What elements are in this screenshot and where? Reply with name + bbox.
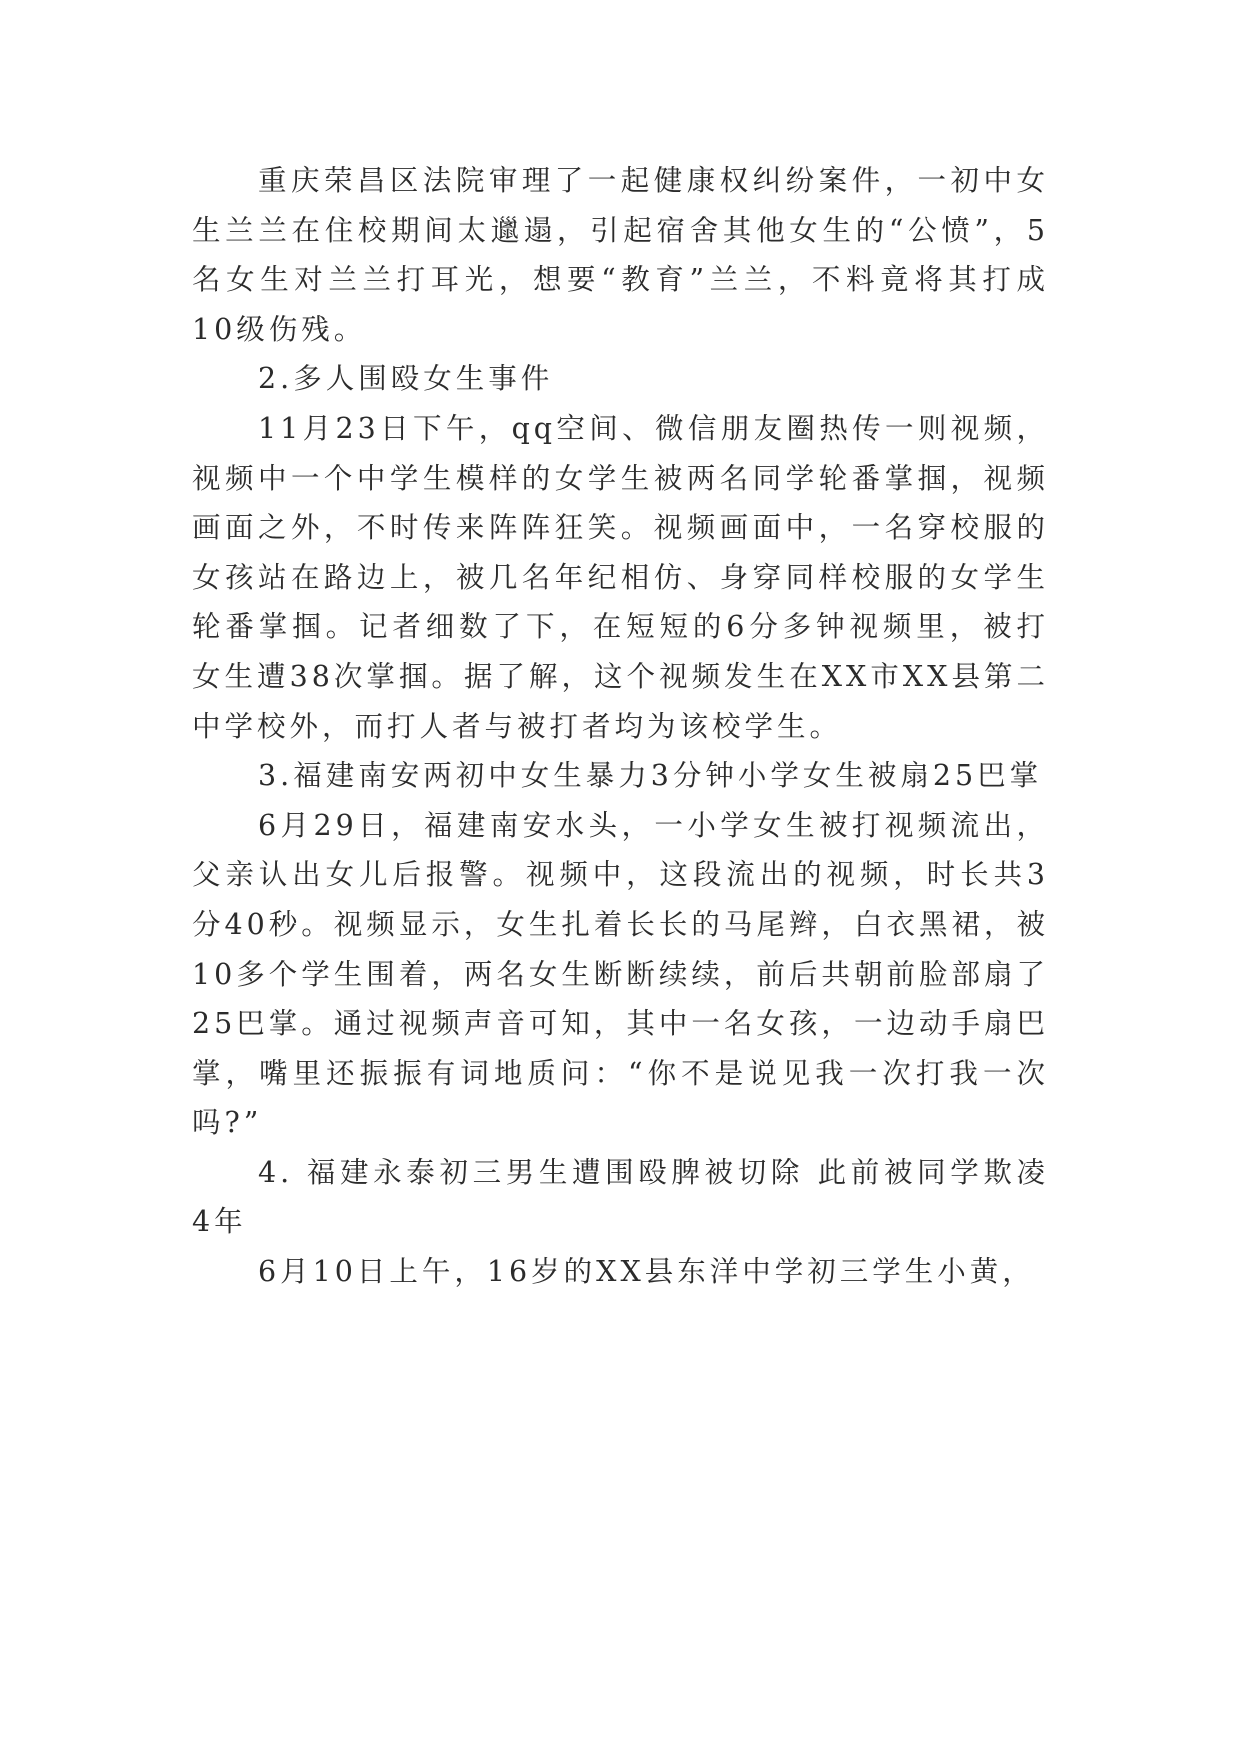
heading-case-3: 3.福建南安两初中女生暴力3分钟小学女生被扇25巴掌 [258,759,1043,793]
paragraph-case-4: 6月10日上午，16岁的XX县东洋中学初三学生小黄， [258,1255,1035,1289]
paragraph-case-3: 6月29日，福建南安水头，一小学女生被打视频流出，父亲认出女儿后报警。视频中，这段流出的视频，时长共3分40秒。视频显示，女生扎着长长的马尾辫，白衣黑裙，被10多个学生围着，两名女生断断续续，前后共朝前脸部扇了25巴掌。通过视频声音可知，其中一名女孩，一边动手扇巴掌，嘴里还振振有词地质问：“你不是说见我一次打我一次吗?” [192,808,1049,1140]
document-body [192,156,1049,1297]
paragraph-rongchang-case: 重庆荣昌区法院审理了一起健康权纠纷案件，一初中女生兰兰在住校期间太邋遢，引起宿舍其他女生的“公愤”，5名女生对兰兰打耳光，想要“教育”兰兰，不料竟将其打成10级伤残。 [192,164,1049,346]
paragraph-case-2: 11月23日下午，qq空间、微信朋友圈热传一则视频，视频中一个中学生模样的女学生被两名同学轮番掌掴，视频画面之外，不时传来阵阵狂笑。视频画面中，一名穿校服的女孩站在路边上，被几名年纪相仿、身穿同样校服的女学生轮番掌掴。记者细数了下，在短短的6分多钟视频里，被打女生遭38次掌掴。据了解，这个视频发生在XX市XX县第二中学校外，而打人者与被打者均为该校学生。 [192,411,1049,743]
heading-case-2: 2.多人围殴女生事件 [258,362,554,396]
heading-case-4: 4. 福建永泰初三男生遭围殴脾被切除 此前被同学欺凌4年 [192,1155,1049,1239]
